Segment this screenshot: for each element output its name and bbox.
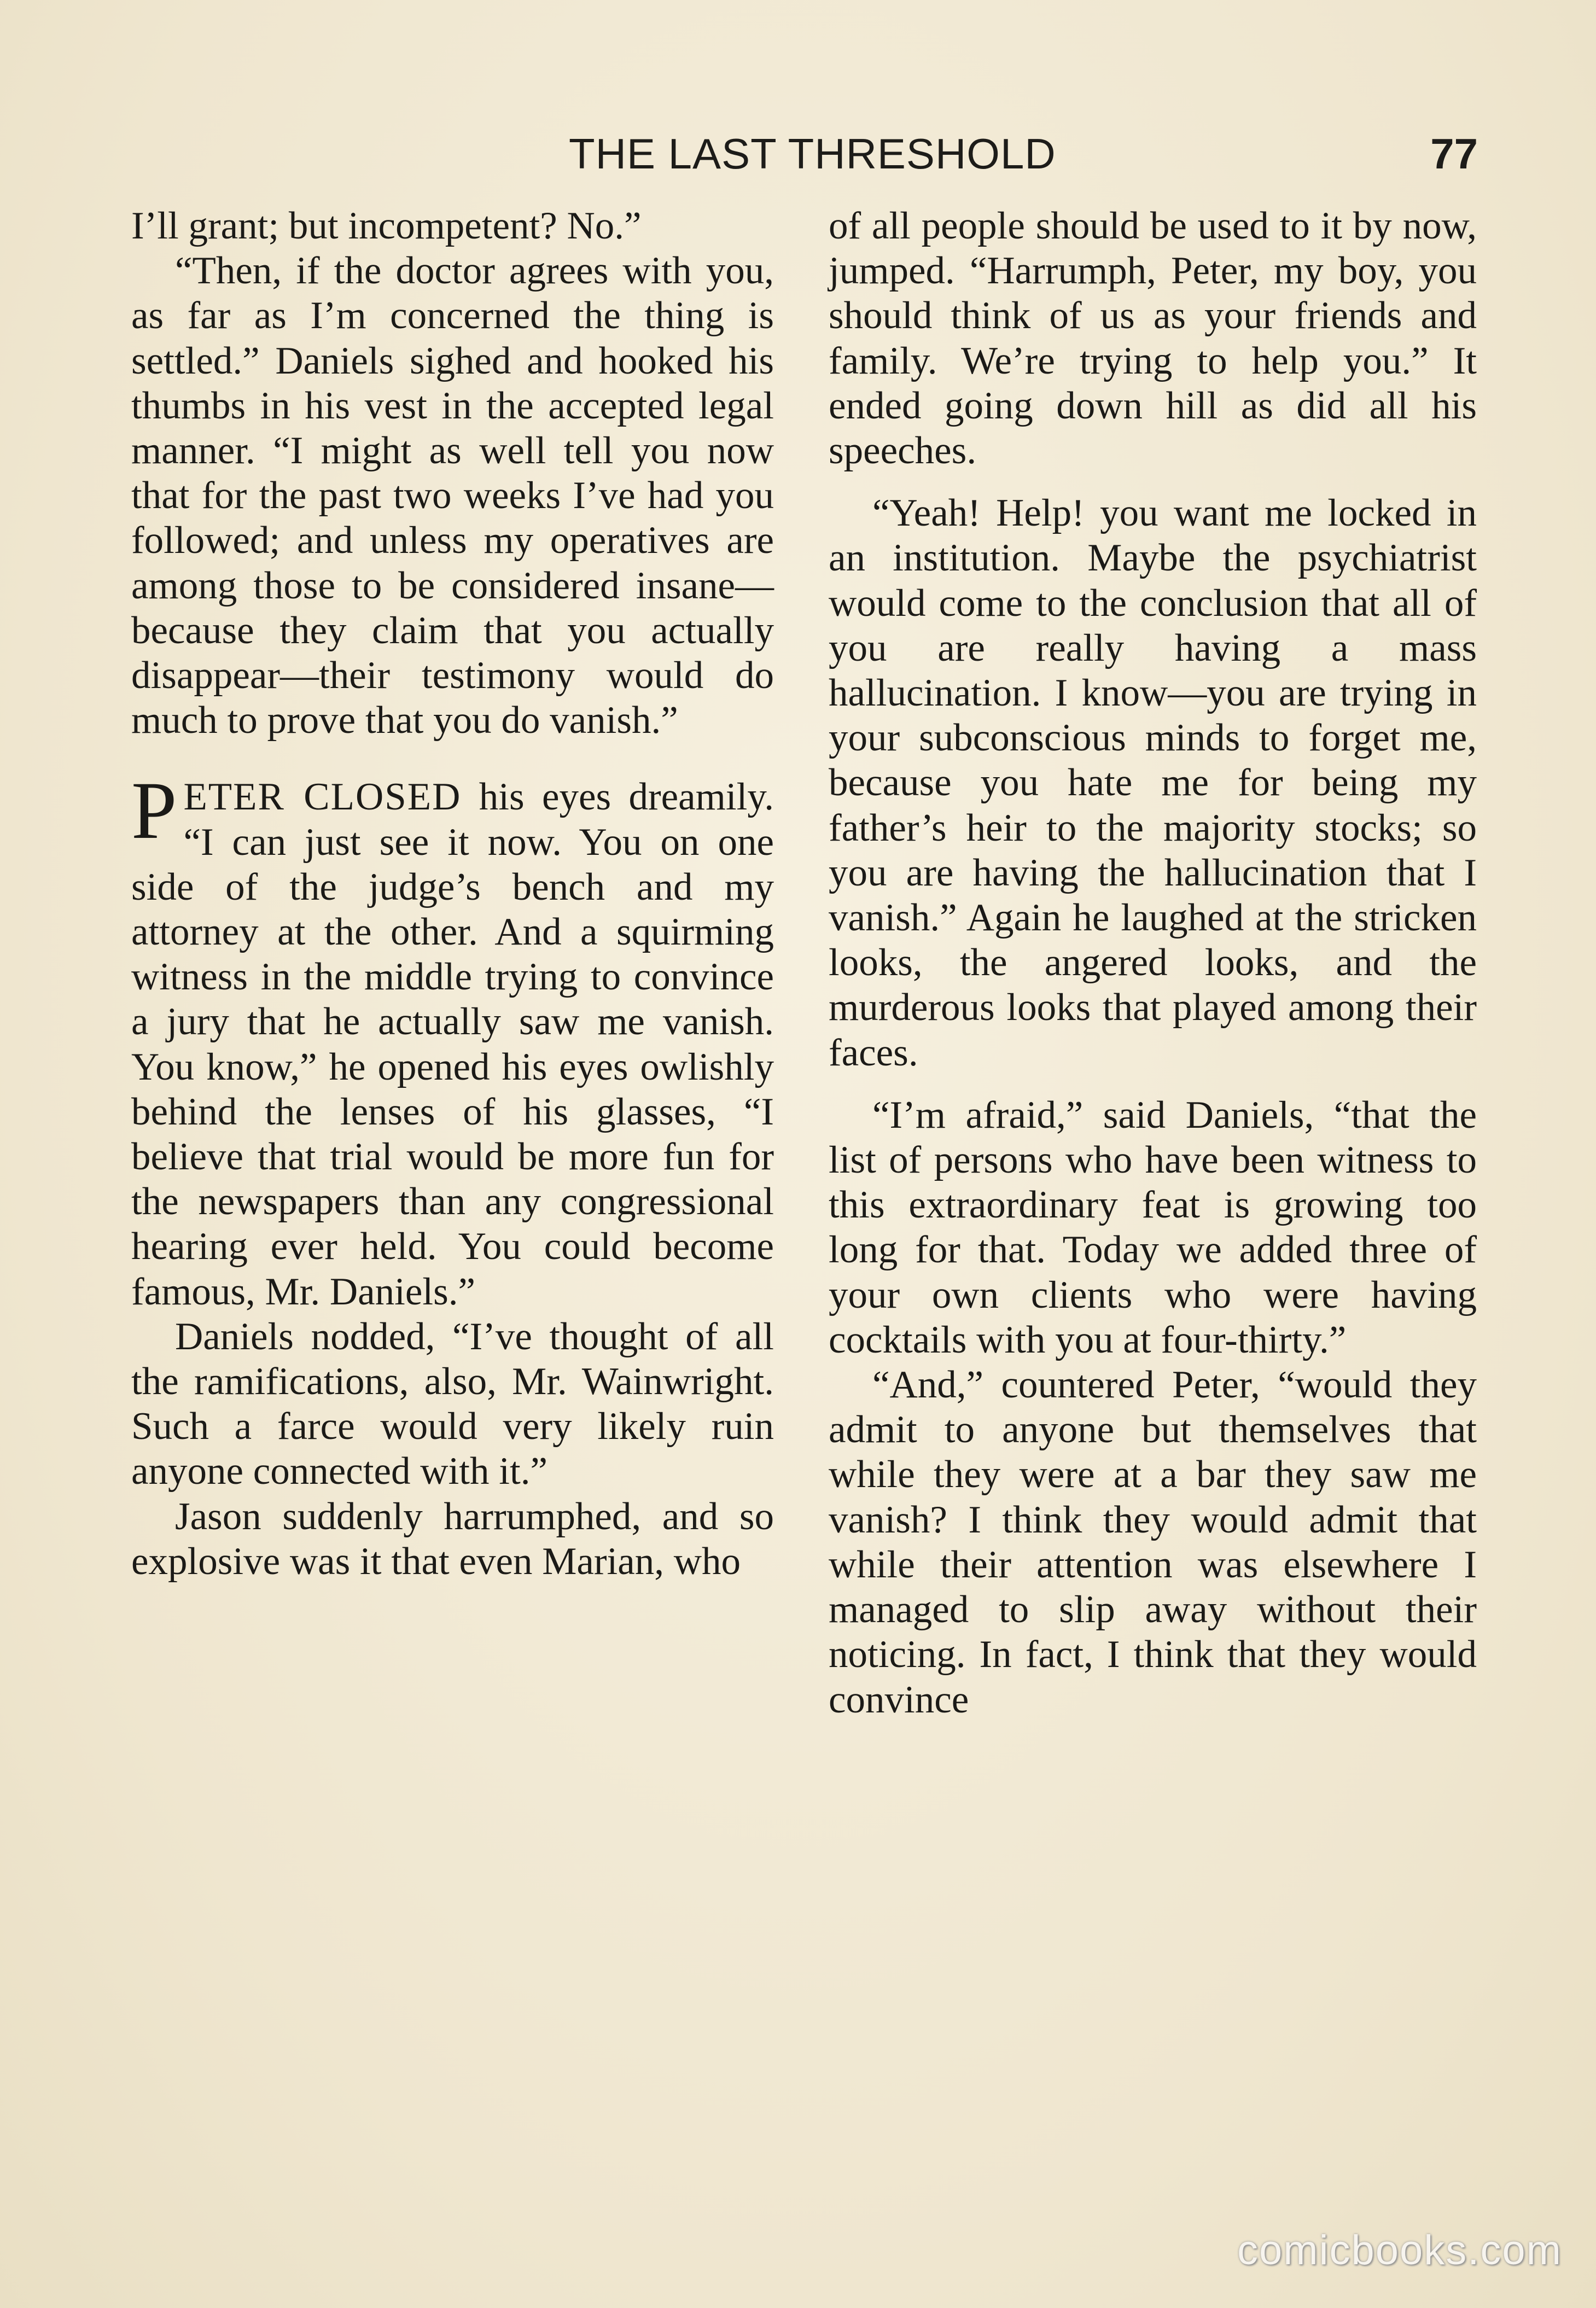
watermark-logo: comicbooks.com [1237, 2227, 1562, 2274]
paragraph: I’ll grant; but incompetent? No.” [131, 205, 642, 247]
paragraph: “Then, if the doctor agrees with you, as far as I’m concerned the thing is settled.” Daniels sighed and hooked his thumbs in his vest in the accepted legal manner. “I might as well tell you now that for the past two weeks I’ve had you followed; and unless my operatives are among those to be considered insane—because they claim that you actually disappear—their testimony would do much to prove that you do vanish.” [131, 249, 774, 742]
running-head [0, 129, 1596, 189]
drop-cap: P [131, 765, 177, 856]
paragraph: of all people should be used to it by now, jumped. “Harrumph, Peter, my boy, you should think of us as your friends and family. We’re trying to help you.” It ended going down hill as did all his speeches. [829, 205, 1477, 473]
right-column [829, 203, 1477, 1722]
paragraph: “Yeah! Help! you want me locked in an institution. Maybe the psychiatrist would come to the conclusion that all of you are really having a mass hallucination. I know—you are trying in your subconscious minds to forget me, because you hate me for being my father’s heir to the majority stocks; so you are having the hallucination that I vanish.” Again he laughed at the stricken looks, the angered looks, and the murderous looks that played among their faces. [829, 492, 1477, 1074]
lead-in-caps: ETER CLOSED [183, 776, 462, 819]
paragraph: Jason suddenly harrumphed, and so explosive was it that even Marian, who [131, 1495, 774, 1583]
paragraph: Daniels nodded, “I’ve thought of all the ramifications, also, Mr. Wainwright. Such a farce would very likely ruin anyone connected with it.” [131, 1315, 774, 1493]
running-title: THE LAST THRESHOLD [569, 130, 1056, 178]
paragraph-text: his eyes dreamily. “I can just see it now. You on one side of the judge’s bench and my attorney at the other. And a squirming witness in the middle trying to convince a jury that he actually saw me vanish. You know,” he opened his eyes owlishly behind the lenses of his glasses, “I believe that trial would be more fun for the newspapers than any congressional hearing ever held. You could become famous, Mr. Daniels.” [131, 776, 774, 1313]
paragraph: “I’m afraid,” said Daniels, “that the list of persons who have been witness to this extraordinary feat is growing too long for that. Today we added three of your own clients who were having cocktails with you at four-thirty.” [829, 1093, 1477, 1361]
left-column [131, 203, 774, 1584]
section-paragraph [131, 765, 774, 1314]
page-number: 77 [1430, 130, 1478, 178]
paragraph: “And,” countered Peter, “would they admit to anyone but themselves that while they were at a bar they saw me vanish? I think they would admit that while their attention was elsewhere I managed to slip away without their noticing. In fact, I think that they would convince [829, 1363, 1477, 1721]
